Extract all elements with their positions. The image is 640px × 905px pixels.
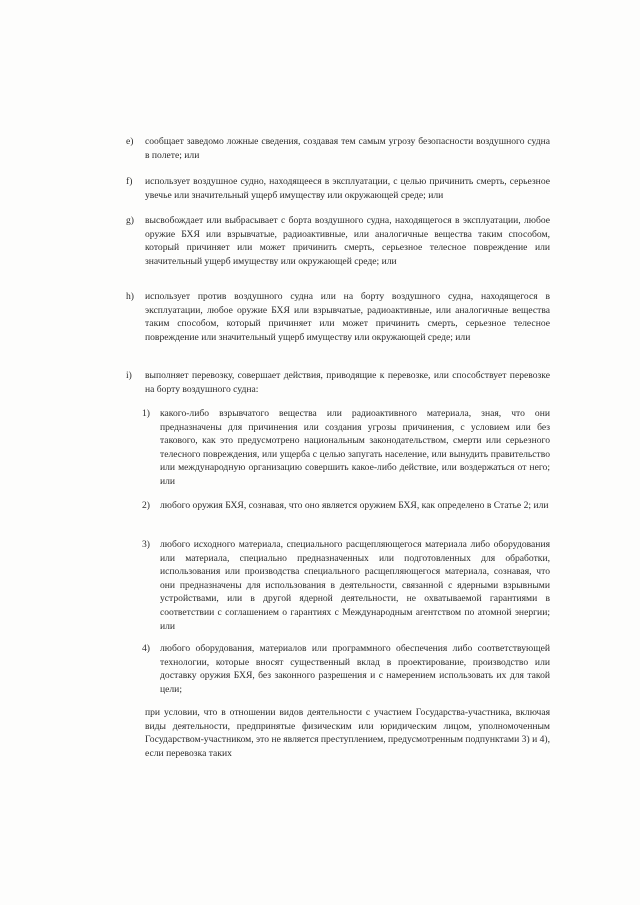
clause-text: сообщает заведомо ложные сведения, создавая тем самым угрозу безопасности воздушного судна в полете; или [145, 136, 550, 161]
clause-text: использует воздушное судно, находящееся в эксплуатации, с целью причинить смерть, серьезное увечье или значительный ущерб имуществу или окружающей среде; или [145, 176, 550, 201]
subclause-1 [142, 407, 550, 489]
clause-h [126, 290, 550, 344]
clause-marker: i) [126, 370, 132, 381]
clause-marker: e) [126, 136, 134, 147]
clause-marker: h) [126, 291, 134, 302]
subclause-text: любого оборудования, материалов или программного обеспечения либо соответствующей технологии, которые вносят существенный вклад в проектирование, производство или доставку оружия БХЯ, без законного разрешения и с намерением использовать их для такой цели; [160, 643, 550, 695]
subclause-marker: 1) [142, 408, 150, 419]
clause-e [126, 135, 550, 162]
subclause-text: любого оружия БХЯ, сознавая, что оно является оружием БХЯ, как определено в Статье 2; или [160, 500, 549, 511]
clause-marker: g) [126, 215, 134, 226]
subclause-marker: 3) [142, 539, 150, 550]
subclause-marker: 4) [142, 643, 150, 654]
subclause-2 [142, 499, 550, 513]
clause-i [126, 369, 550, 396]
proviso-paragraph: при условии, что в отношении видов деятельности с участием Государства-участника, включая виды деятельности, предпринятые физическим или юридическим лицом, уполномоченным Государством-участником, это не является преступлением, предусмотренным подпунктами 3) и 4), если перевозка таких [145, 707, 550, 759]
clause-text: использует против воздушного судна или на борту воздушного судна, находящегося в эксплуатации, любое оружие БХЯ или взрывчатые, радиоактивные, или аналогичные вещества таким способом, который причиняет или может причинить смерть, серьезное телесное повреждение или значительный ущерб имуществу или окружающей среде; или [145, 291, 550, 343]
subclause-marker: 2) [142, 500, 150, 511]
clause-text: выполняет перевозку, совершает действия, приводящие к перевозке, или способствует перевозке на борту воздушного судна: [145, 370, 550, 395]
subclause-text: любого исходного материала, специального расщепляющегося материала либо оборудования или материала, специально предназначенных или подготовленных для обработки, использования или производства специального расщепляющегося материала, сознавая, что они предназначены для использования в деятельности, связанной с ядерными взрывными устройствами, или в другой ядерной деятельности, не охватываемой гарантиями в соответствии с соглашением о гарантиях с Международным агентством по атомной энергии; или [160, 539, 550, 632]
clause-f [126, 175, 550, 202]
clause-marker: f) [126, 176, 133, 187]
clause-text: высвобождает или выбрасывает с борта воздушного судна, находящегося в эксплуатации, любое оружие БХЯ или взрывчатые, радиоактивные, или аналогичные вещества таким способом, который причиняет или может причинить смерть, серьезное телесное повреждение или значительный ущерб имуществу или окружающей среде; или [145, 215, 550, 267]
subclause-text: какого-либо взрывчатого вещества или радиоактивного материала, зная, что они предназначены для причинения или создания угрозы причинения, с условием или без такового, как это предусмотрено национальным законодательством, смерти или серьезного телесного повреждения, или ущерба с целью запугать население, или вынудить правительство или международную организацию совершить какое-либо действие, или воздержаться от него; или [160, 408, 550, 487]
subclause-4 [142, 642, 550, 696]
subclause-3 [142, 538, 550, 633]
clause-g [126, 214, 550, 268]
